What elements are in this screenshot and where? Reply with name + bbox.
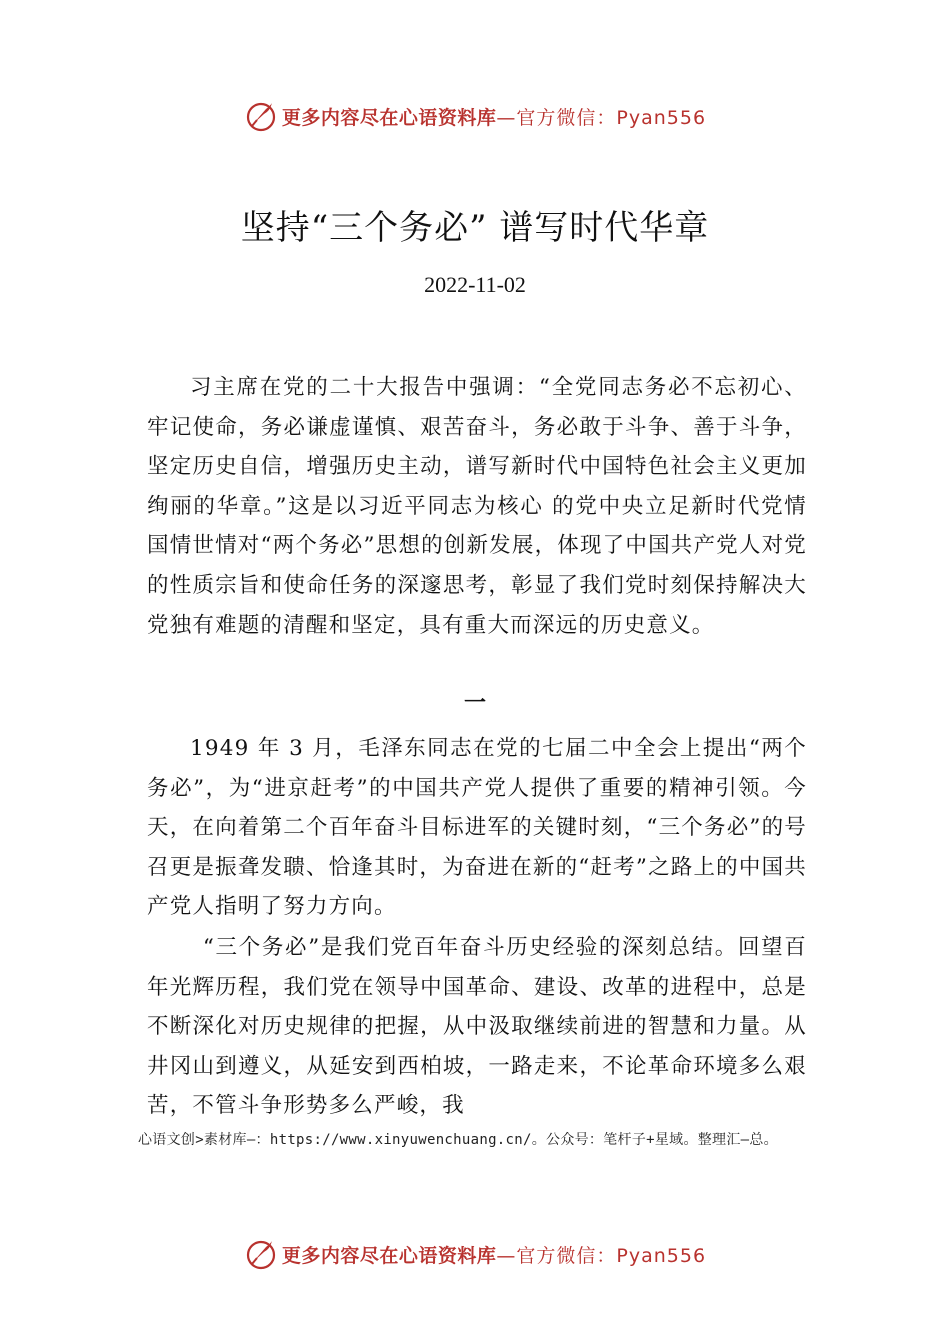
- intro-block: [147, 368, 807, 645]
- footer-banner: [0, 1234, 950, 1274]
- source-footnote: 心语文创>素材库—：https://www.xinyuwenchuang.cn/。公众号：笔杆子+星域。整理汇—总。: [138, 1132, 778, 1148]
- quill-circle-logo: [244, 1237, 278, 1271]
- article-date: 2022-11-02: [424, 272, 526, 297]
- section-paragraph-2: “三个务必”是我们党百年奋斗历史经验的深刻总结。回望百年光辉历程，我们党在领导中国革命、建设、改革的进程中，总是不断深化对历史规律的把握，从中汲取继续前进的智慧和力量。从井冈山到遵义，从延安到西柏坡，一路走来，不论革命环境多么艰苦，不管斗争形势多么严峻，我: [147, 935, 807, 1119]
- section-block-2: [147, 928, 807, 1126]
- quill-circle-logo: [244, 99, 278, 133]
- intro-paragraph: 习主席在党的二十大报告中强调：“全党同志务必不忘初心、牢记使命，务必谦虚谨慎、艰苦奋斗，务必敢于斗争、善于斗争，坚定历史自信，增强历史主动，谱写新时代中国特色社会主义更加绚丽的华章。”这是以习近平同志为核心 的党中央立足新时代党情国情世情对“两个务必”思想的创新发展，体现了中国共产党人对党的性质宗旨和使命任务的深邃思考，彰显了我们党时刻保持解决大党独有难题的清醒和坚定，具有重大而深远的历史意义。: [147, 375, 807, 638]
- banner-wechat-text: —官方微信：Pyan556: [496, 1244, 707, 1267]
- banner-main-text: 更多内容尽在心语资料库: [281, 106, 497, 129]
- banner-wechat-text: —官方微信：Pyan556: [496, 106, 707, 129]
- header-banner: [0, 96, 950, 136]
- section-block-1: [147, 729, 807, 927]
- banner-main-text: 更多内容尽在心语资料库: [281, 1244, 497, 1267]
- section-paragraph-1: 1949 年 3 月，毛泽东同志在党的七届二中全会上提出“两个务必”，为“进京赶考”的中国共产党人提供了重要的精神引领。今天，在向着第二个百年奋斗目标进军的关键时刻，“三个务必”的号召更是振聋发聩、恰逢其时，为奋进在新的“赶考”之路上的中国共产党人指明了努力方向。: [147, 736, 807, 920]
- section-number: 一: [463, 690, 486, 716]
- article-title: 坚持“三个务必” 谱写时代华章: [240, 208, 710, 248]
